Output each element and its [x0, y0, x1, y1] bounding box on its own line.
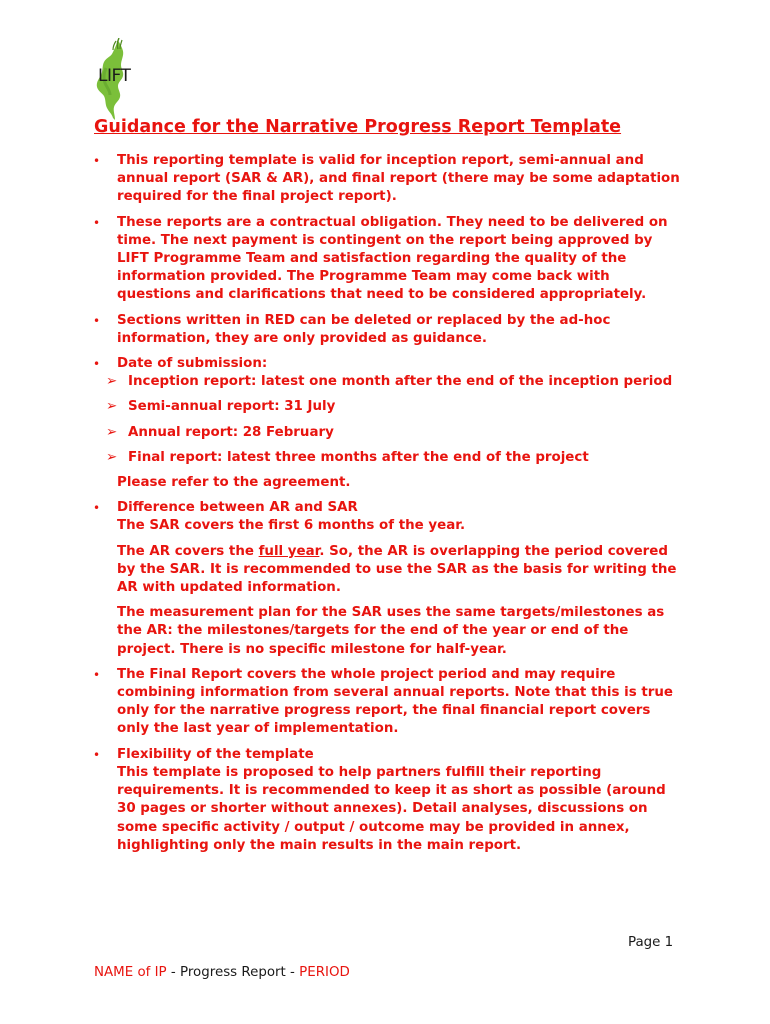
bullet-text: The SAR covers the first 6 months of the year. [117, 518, 466, 534]
list-item-submission-dates [94, 355, 684, 492]
arrow-bullet-icon: ➢ [106, 449, 118, 465]
arrow-bullet-icon: ➢ [106, 424, 118, 440]
bullet-icon: • [93, 357, 101, 372]
bullet-icon: • [93, 215, 101, 230]
bullet-text: The measurement plan for the SAR uses the same targets/milestones as the AR: the milestones/targets for the end of the year or end of the project. There is no specific milestone for half-year. [117, 605, 665, 657]
bullet-icon: • [93, 501, 101, 516]
list-item [94, 666, 684, 739]
footer-separator: - [285, 965, 300, 980]
bullet-text: This template is proposed to help partners fulfill their reporting requirements. It is recommended to keep it as short as possible (around 30 pages or shorter without annexes). Detail analyses, discussions on some specific activity / output / outcome may be provided in annex, highlighting only the main results in the main report. [117, 764, 666, 853]
list-item-ar-sar [94, 499, 684, 659]
bullet-heading: Difference between AR and SAR [117, 500, 358, 516]
arrow-bullet-icon: ➢ [106, 374, 118, 390]
arrow-bullet-icon: ➢ [106, 399, 118, 415]
sub-item-text: Inception report: latest one month after the end of the inception period [128, 374, 673, 390]
text-run: The AR covers the [117, 543, 259, 559]
guidance-list [94, 152, 684, 862]
bullet-icon: • [93, 313, 101, 328]
footer-report-label: Progress Report [180, 965, 286, 980]
bullet-icon: • [93, 747, 101, 762]
sub-item [94, 449, 684, 467]
footer-period: PERIOD [299, 965, 350, 980]
sub-item-text: Semi-annual report: 31 July [128, 399, 336, 415]
logo-text: LIFT [98, 66, 131, 86]
bullet-text: These reports are a contractual obligation. They need to be delivered on time. The next payment is contingent on the report being approved by LIFT Programme Team and satisfaction regarding the quality of the information provided. The Programme Team may come back with questions and clarifications that need to be considered appropriately. [117, 214, 668, 303]
sub-item [94, 373, 684, 391]
bullet-text [117, 543, 684, 598]
bullet-text: The Final Report covers the whole project period and may require combining information from several annual reports. Note that this is true only for the narrative progress report, the final financial report covers only the last year of implementation. [117, 666, 673, 737]
footer-separator: - [166, 965, 180, 980]
bullet-icon: • [93, 154, 101, 168]
underlined-text: full year [258, 543, 320, 559]
list-item-flexibility [94, 746, 684, 855]
lift-logo [88, 38, 140, 122]
list-item [94, 152, 684, 207]
sub-item [94, 398, 684, 416]
list-item [94, 214, 684, 305]
bullet-heading: Flexibility of the template [117, 746, 314, 762]
page-number: Page 1 [628, 935, 674, 950]
bullet-text: This reporting template is valid for inception report, semi-annual and annual report (SAR & AR), and final report (there may be some adaptation required for the final project report). [117, 153, 680, 205]
bullet-icon: • [93, 667, 101, 682]
bullet-heading: Date of submission: [117, 356, 268, 372]
bullet-text: Sections written in RED can be deleted or replaced by the ad-hoc information, they are only provided as guidance. [117, 312, 611, 346]
page-title: Guidance for the Narrative Progress Report Template [94, 117, 622, 137]
footer-ip-name: NAME of IP [94, 965, 167, 980]
sub-item-text: Annual report: 28 February [128, 424, 334, 440]
page-footer [94, 965, 350, 980]
text-run: . So, the AR is overlapping the period covered by the SAR. It is recommended to use the SAR as the basis for writing the AR with updated information. [117, 543, 677, 596]
sub-item [94, 424, 684, 442]
list-item [94, 312, 684, 348]
sub-item-text: Final report: latest three months after the end of the project [128, 449, 589, 465]
agreement-note: Please refer to the agreement. [117, 475, 351, 491]
